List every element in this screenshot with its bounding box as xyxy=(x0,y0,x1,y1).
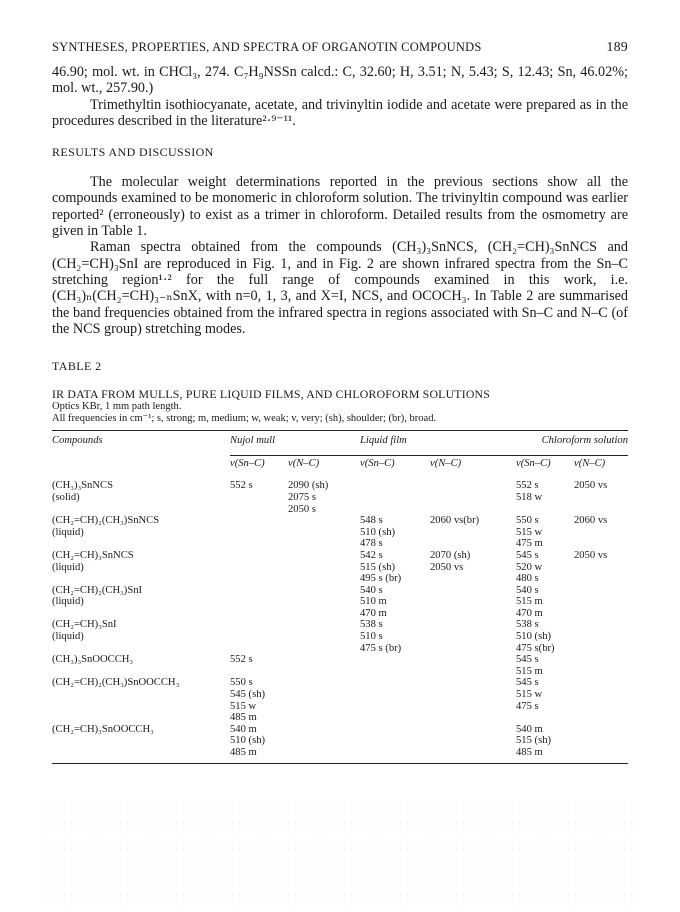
running-title: SYNTHESES, PROPERTIES, AND SPECTRA OF ORGANOTIN COMPOUNDS xyxy=(52,40,482,54)
compound-formula: (CH₂=CH)₃SnNCS xyxy=(52,549,134,561)
frequency-cell-chl-snc: 545 s 515 m xyxy=(516,654,543,677)
frequency-cell-chl-snc: 552 s 518 w xyxy=(516,480,543,503)
frequency-cell-chl-snc: 538 s 510 (sh) 475 s(br) xyxy=(516,619,555,654)
group-header-chloroform: Chloroform solution xyxy=(516,431,628,455)
scan-noise xyxy=(40,800,640,910)
frequency-cell-chl-nc: 2060 vs xyxy=(574,515,608,527)
table-row xyxy=(52,654,628,677)
compound-cell xyxy=(52,677,230,723)
frequency-cell-liq-snc xyxy=(360,677,430,723)
table-row xyxy=(52,724,628,759)
compound-state: (liquid) xyxy=(52,631,84,643)
sub-header-chloroform-snc: ν(Sn–C) xyxy=(516,457,551,469)
frequency-cell-nujol-snc xyxy=(230,585,288,620)
running-header xyxy=(52,40,628,56)
table-body xyxy=(52,472,628,758)
table-title: IR DATA FROM MULLS, PURE LIQUID FILMS, AND CHLOROFORM SOLUTIONS xyxy=(52,387,491,402)
frequency-cell-chl-snc: 540 s 515 m 470 m xyxy=(516,584,543,619)
sub-header-chloroform-nc: ν(N–C) xyxy=(574,457,606,469)
frequency-cell-liq-nc xyxy=(430,654,516,677)
section-heading: RESULTS AND DISCUSSION xyxy=(52,145,214,160)
frequency-cell-chl-nc xyxy=(574,585,628,620)
table-group-header-row xyxy=(52,431,628,455)
frequency-cell-chl-nc xyxy=(574,677,628,723)
frequency-cell-nujol-snc: 552 s xyxy=(230,654,253,666)
compound-cell xyxy=(52,515,230,550)
frequency-cell-liq-snc: 542 s 515 (sh) 495 s (br) xyxy=(360,549,402,585)
frequency-cell-liq-nc xyxy=(430,619,516,654)
frequency-cell-chl-nc xyxy=(574,619,628,654)
compound-cell xyxy=(52,619,230,654)
group-header-liquid: Liquid film xyxy=(360,431,516,455)
frequency-cell-chl-nc: 2050 vs xyxy=(574,549,608,561)
frequency-cell-nujol-nc xyxy=(288,515,360,550)
compound-state: (liquid) xyxy=(52,596,84,608)
compound-formula: (CH₂=CH)₂(CH₃)SnNCS xyxy=(52,515,160,527)
ir-data-table xyxy=(52,431,628,758)
frequency-cell-chl-nc xyxy=(574,724,628,759)
frequency-cell-liq-nc xyxy=(430,585,516,620)
table-row xyxy=(52,585,628,620)
table-label: TABLE 2 xyxy=(52,359,102,374)
page-number: 189 xyxy=(606,40,628,55)
paragraph-analysis: 46.90; mol. wt. in CHCl₃, 274. C₇H₉NSSn calcd.: C, 32.60; H, 3.51; N, 5.43; S, 12.43; Sn, 46.02%; mol. wt., 257.90.) xyxy=(52,64,628,97)
table-row xyxy=(52,472,628,515)
frequency-cell-nujol-nc xyxy=(288,654,360,677)
compound-cell xyxy=(52,585,230,620)
frequency-cell-nujol-nc xyxy=(288,585,360,620)
table-note-optics: Optics KBr, 1 mm path length. xyxy=(52,401,182,413)
frequency-cell-liq-snc: 540 s 510 m 470 m xyxy=(360,584,387,619)
frequency-cell-nujol-nc xyxy=(288,724,360,759)
frequency-cell-nujol-snc: 550 s 545 (sh) 515 w 485 m xyxy=(230,677,266,724)
sub-header-nujol-nc: ν(N–C) xyxy=(288,457,320,469)
paragraph-preparation: Trimethyltin isothiocyanate, acetate, and trivinyltin iodide and acetate were prepared as in the procedures described in the literature²·⁹⁻¹¹. xyxy=(52,96,628,129)
sub-header-nujol-snc: ν(Sn–C) xyxy=(230,457,265,469)
compound-cell xyxy=(52,550,230,585)
frequency-cell-chl-snc: 545 s 515 w 475 s xyxy=(516,677,543,712)
frequency-cell-chl-snc: 540 m 515 (sh) 485 m xyxy=(516,723,552,758)
journal-page xyxy=(52,40,628,764)
table-note-abbreviations: All frequencies in cm⁻¹; s, strong; m, medium; w, weak; v, very; (sh), shoulder; (br), broad. xyxy=(52,413,437,425)
frequency-cell-liq-snc xyxy=(360,724,430,759)
frequency-cell-liq-snc: 548 s 510 (sh) 478 s xyxy=(360,515,396,550)
compound-formula: (CH₂=CH)₃SnOOCCH₃ xyxy=(52,723,154,735)
compound-formula: (CH₂=CH)₂(CH₃)SnI xyxy=(52,584,143,596)
col-compounds-header: Compounds xyxy=(52,435,103,447)
compound-formula: (CH₃)₃SnOOCCH₃ xyxy=(52,654,134,666)
frequency-cell-nujol-snc: 540 m 510 (sh) 485 m xyxy=(230,723,266,758)
compound-cell xyxy=(52,654,230,677)
frequency-cell-liq-snc xyxy=(360,472,430,515)
table-sub-header-row xyxy=(52,455,628,472)
sub-header-liquid-nc: ν(N–C) xyxy=(430,457,462,469)
compound-formula: (CH₂=CH)₃SnI xyxy=(52,619,117,631)
table-row xyxy=(52,619,628,654)
frequency-cell-chl-nc: 2050 vs xyxy=(574,480,608,492)
frequency-cell-liq-snc: 538 s 510 s 475 s (br) xyxy=(360,619,402,654)
compound-state: (solid) xyxy=(52,491,80,503)
paragraph-raman: Raman spectra obtained from the compounds (CH₃)₃SnNCS, (CH₂=CH)₃SnNCS and (CH₂=CH)₃SnI are reproduced in Fig. 1, and in Fig. 2 are shown infrared spectra from the Sn–C stretching region¹·² for the full range of compounds examined in this work, i.e. (CH₃)ₙ(CH₂=CH)₃₋ₙSnX, with n=0, 1, 3, and X=I, NCS, and OCOCH₃. In Table 2 are summarised the band frequencies obtained from the infrared spectra in regions associated with Sn–C and N–C (of the NCS group) stretching modes. xyxy=(52,239,628,337)
frequency-cell-liq-snc xyxy=(360,654,430,677)
frequency-cell-nujol-nc xyxy=(288,677,360,723)
frequency-cell-chl-snc: 545 s 520 w 480 s xyxy=(516,549,543,585)
compound-state: (liquid) xyxy=(52,561,84,573)
compound-cell xyxy=(52,472,230,515)
table-bottom-rule xyxy=(52,763,628,764)
frequency-cell-nujol-snc xyxy=(230,619,288,654)
frequency-cell-chl-snc: 550 s 515 w 475 m xyxy=(516,515,543,550)
compound-formula: (CH₃)₃SnNCS xyxy=(52,480,113,492)
frequency-cell-chl-nc xyxy=(574,654,628,677)
frequency-cell-liq-nc xyxy=(430,472,516,515)
frequency-cell-nujol-snc xyxy=(230,515,288,550)
frequency-cell-nujol-snc xyxy=(230,550,288,585)
frequency-cell-liq-nc: 2060 vs(br) xyxy=(430,515,480,527)
compound-state: (liquid) xyxy=(52,526,84,538)
frequency-cell-liq-nc: 2070 (sh) 2050 vs xyxy=(430,549,471,573)
sub-header-liquid-snc: ν(Sn–C) xyxy=(360,457,395,469)
table-row xyxy=(52,550,628,585)
group-header-nujol: Nujol mull xyxy=(230,431,360,455)
frequency-cell-nujol-nc xyxy=(288,550,360,585)
compound-cell xyxy=(52,724,230,759)
table-row xyxy=(52,677,628,723)
table-row xyxy=(52,515,628,550)
frequency-cell-nujol-nc: 2090 (sh) 2075 s 2050 s xyxy=(288,480,329,515)
paragraph-molecular-weight: The molecular weight determinations reported in the previous sections show all the compounds examined to be monomeric in chloroform solution. The trivinyltin compound was earlier reported² (erroneously) to exist as a trimer in chloroform. Detailed results from the osmometry are given in Table 1. xyxy=(52,174,628,240)
compound-formula: (CH₂=CH)₂(CH₃)SnOOCCH₃ xyxy=(52,677,180,689)
frequency-cell-liq-nc xyxy=(430,724,516,759)
frequency-cell-nujol-nc xyxy=(288,619,360,654)
frequency-cell-liq-nc xyxy=(430,677,516,723)
frequency-cell-nujol-snc: 552 s xyxy=(230,480,253,492)
